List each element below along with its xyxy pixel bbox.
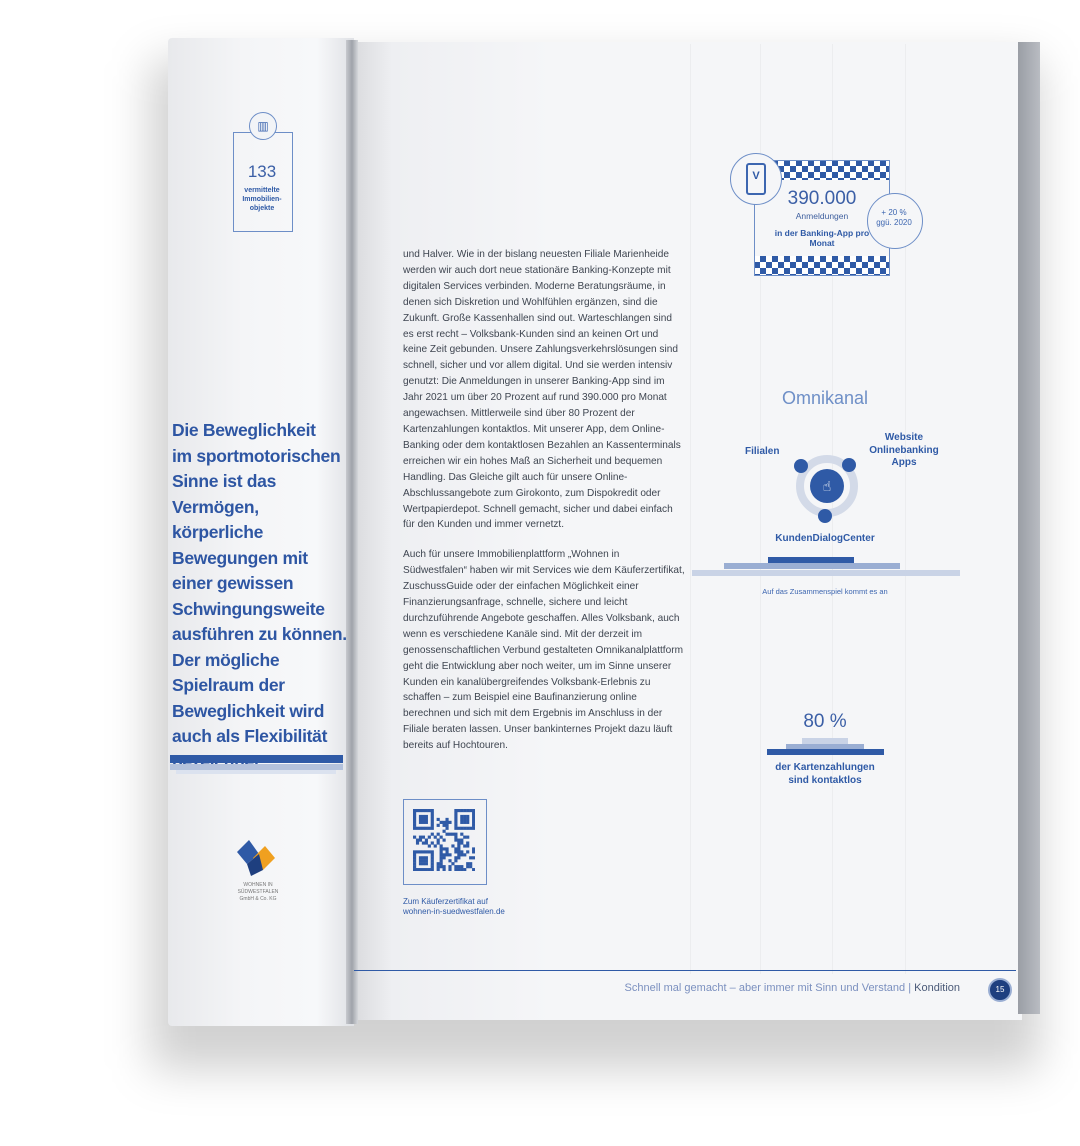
app-login-label: Anmeldungen — [795, 211, 849, 221]
growth-text: + 20 % ggü. 2020 — [876, 208, 912, 227]
stat-box — [233, 132, 293, 232]
quote-line: Sinne ist das — [172, 471, 277, 491]
pull-quote — [172, 418, 352, 775]
quote-line: Vermögen, körperliche — [172, 496, 264, 542]
omnikanal-digital: Website Onlinebanking Apps — [869, 432, 939, 468]
company-logo-icon — [235, 836, 277, 878]
svg-text:☝: ☝ — [822, 479, 832, 495]
quote-line: Der mögliche — [172, 649, 280, 670]
quote-line: auch als Flexibilität — [172, 726, 328, 746]
page-stack-edge — [1018, 42, 1040, 1014]
card-stat-bar — [767, 749, 884, 755]
quote-line: einer gewissen — [172, 573, 294, 593]
quote-line: im sportmotorischen — [172, 445, 341, 466]
platform-bar — [692, 570, 960, 576]
logo-text: WOHNEN IN SÜDWESTFALEN GmbH & Co. KG — [237, 882, 279, 902]
stat-label: vermittelte Immobilien-objekte — [242, 187, 282, 212]
phone-icon: V — [746, 163, 766, 195]
paragraph: und Halver. Wie in der bislang neuesten Filiale Marienheide werden wir auch dort neue stationäre Banking-Konzepte mit digitalen Services verbinden. Moderne Beratungsräume, in denen sich Diskretion und Wohlfühlen ergänzen, sind die Zukunft. Große Kassenhallen sind out. Warteschlangen sind es erst recht – Volksbank-Kunden sind an keinen Ort und keine Zeit gebunden. Unsere Zahlungsverkehrslösungen sind schnell, sicher und vor allem digital. Und sie werden intensiv genutzt: Die Anmeldungen in unserer Banking-App sind im Jahr 2021 um über 20 Prozent auf rund 390.000 pro Monat angewachsen. Mittlerweile sind über 80 Prozent der Kartenzahlungen kontaktlos. Mit unserer App, dem Online-Banking oder dem kontaktlosen Bezahlen an Kassenterminals erreichen wir ein hohes Maß an Sicherheit und bequemen Handling. Das Gleiche gilt auch für unsere Online-Abschlussangebote zum Girokonto, zum Dispokredit oder Wertpapierdepot. Schnell gemacht, sicher und dabei einfach für den Kunden und immer vernetzt. — [403, 249, 681, 531]
app-login-number: 390.000 — [787, 188, 857, 209]
quote-bar — [170, 755, 343, 763]
footer-text — [560, 982, 960, 994]
omnikanal-filialen: Filialen — [745, 446, 780, 457]
omnikanal-caption: Auf das Zusammenspiel kommt es an — [762, 587, 888, 596]
footer-separator: | — [905, 982, 915, 994]
omnikanal-title: Omnikanal — [781, 388, 869, 408]
qr-code[interactable] — [413, 809, 475, 871]
footer-slogan: Schnell mal gemacht – aber immer mit Sinn und Verstand — [624, 982, 906, 994]
card-stat-caption: der Kartenzahlungen sind kontaktlos — [775, 762, 875, 786]
quote-line: Bewegungen mit — [172, 547, 308, 568]
quote-line: Die Beweglichkeit — [172, 420, 316, 440]
card-stat-value: 80 % — [803, 711, 847, 732]
quote-line: Beweglichkeit wird — [172, 700, 325, 721]
quote-line: Schwingungsweite — [172, 598, 325, 619]
grid-line — [905, 44, 906, 974]
page-number: 15 — [988, 978, 1012, 1002]
quote-line: Spielraum der — [172, 675, 285, 695]
omnikanal-kdc: KundenDialogCenter — [775, 533, 875, 544]
quote-bar — [176, 770, 336, 774]
footer-rule — [354, 970, 1016, 971]
qr-caption: Zum Käuferzertifikat auf wohnen-in-suedwestfalen.de — [403, 897, 505, 916]
footer-section: Kondition — [914, 982, 960, 994]
app-login-caption: in der Banking-App pro Monat — [774, 228, 870, 248]
grid-line — [690, 44, 691, 974]
quote-line: ausführen zu können. — [172, 624, 347, 644]
omnikanal-diagram — [782, 442, 872, 528]
building-icon: ▥ — [249, 112, 277, 140]
article-body — [403, 247, 685, 768]
platform-bar — [724, 563, 900, 569]
stat-number: 133 — [247, 162, 277, 181]
paragraph: Auch für unsere Immobilienplattform „Wohnen in Südwestfalen“ haben wir mit Services wie dem Käuferzertifikat, ZuschussGuide oder der einfachen Möglichkeit einer Finanzierungsanfrage, schnelle, sichere und leicht durchzuführende Angebote geschaffen. Alles Volksbank, auch wenn es verschiedene Kanäle sind. Mit der derzeit im genossenschaftlichen Verbund gestalteten Omnikanalplattform geht die Entwicklung aber noch weiter, um im Sinne unserer Kunden ein kanalübergreifendes Volksbank-Erlebnis zu schaffen – zum Beispiel eine Baufinanzierung online berechnen und sich mit dem Ergebnis im Anschluss in der Filiale beraten lassen. Unser bankinternes Projekt dazu läuft bereits auf Hochtouren. — [403, 549, 685, 752]
